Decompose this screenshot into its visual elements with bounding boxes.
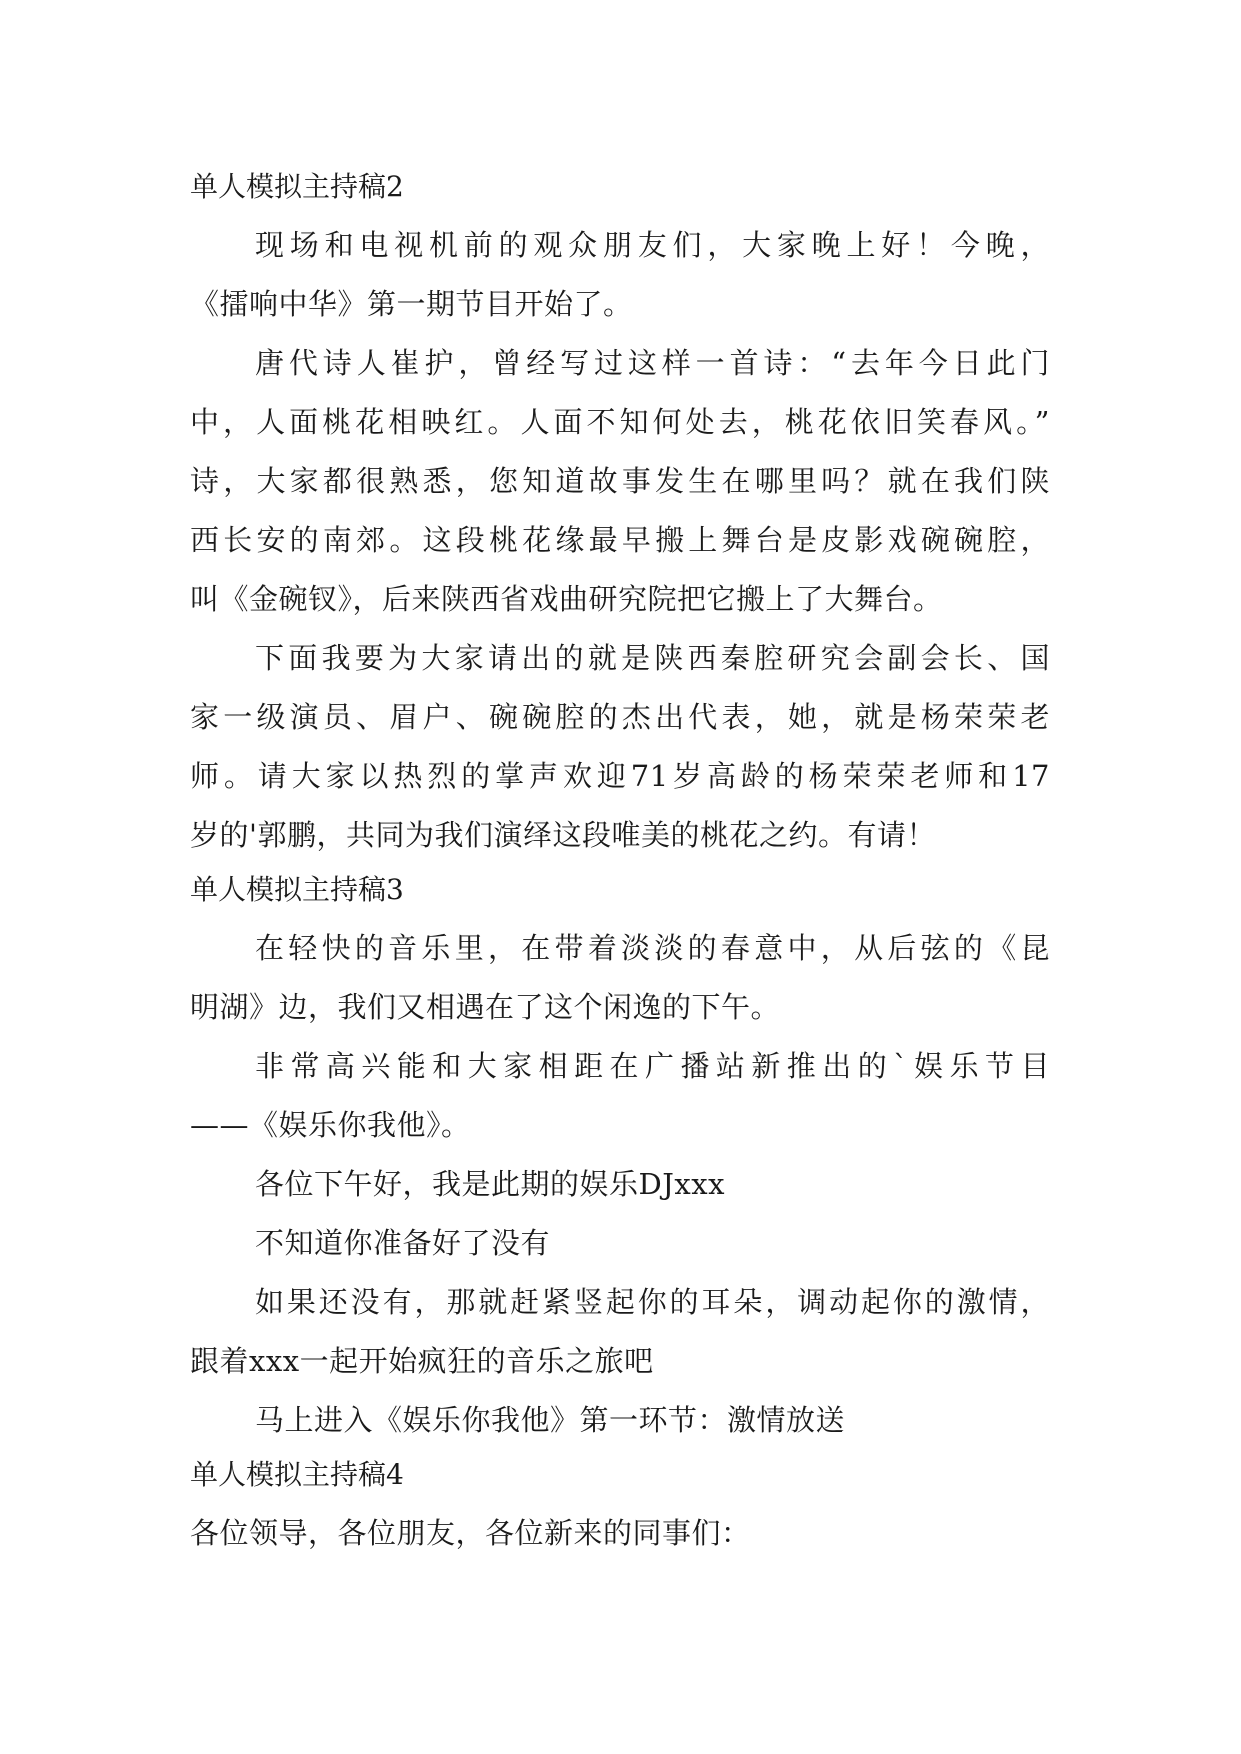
paragraph-line: 非常高兴能和大家相距在广播站新推出的`娱乐节目: [255, 1049, 1050, 1083]
paragraph-line: 下面我要为大家请出的就是陕西秦腔研究会副会长、国: [255, 641, 1050, 675]
section-heading: 单人模拟主持稿2: [190, 170, 404, 203]
section-heading: 单人模拟主持稿4: [190, 1458, 404, 1491]
paragraph-line: 跟着xxx一起开始疯狂的音乐之旅吧: [190, 1344, 654, 1378]
paragraph-line: 西长安的南郊。这段桃花缘最早搬上舞台是皮影戏碗碗腔，: [190, 523, 1050, 557]
paragraph-line: 《擂响中华》第一期节目开始了。: [190, 287, 633, 321]
section-heading: 单人模拟主持稿3: [190, 873, 404, 906]
paragraph-line: 各位下午好，我是此期的娱乐DJxxx: [255, 1167, 725, 1201]
paragraph-line: 师。请大家以热烈的掌声欢迎71岁高龄的杨荣荣老师和17: [190, 759, 1050, 793]
paragraph-line: 家一级演员、眉户、碗碗腔的杰出代表，她，就是杨荣荣老: [190, 700, 1050, 734]
paragraph-line: 现场和电视机前的观众朋友们，大家晚上好！今晚，: [255, 228, 1050, 262]
paragraph-line: 诗，大家都很熟悉，您知道故事发生在哪里吗？就在我们陕: [190, 464, 1050, 498]
paragraph-line: 不知道你准备好了没有: [255, 1226, 551, 1260]
paragraph-line: 中，人面桃花相映红。人面不知何处去，桃花依旧笑春风。”: [190, 405, 1050, 439]
paragraph-line: 如果还没有，那就赶紧竖起你的耳朵，调动起你的激情，: [255, 1285, 1050, 1319]
paragraph-line: 唐代诗人崔护，曾经写过这样一首诗：“去年今日此门: [255, 346, 1050, 380]
paragraph-line: 明湖》边，我们又相遇在了这个闲逸的下午。: [190, 990, 781, 1024]
paragraph-line: 岁的'郭鹏，共同为我们演绎这段唯美的桃花之约。有请！: [190, 818, 936, 852]
paragraph-line: ——《娱乐你我他》。: [190, 1108, 471, 1142]
paragraph-line: 马上进入《娱乐你我他》第一环节：激情放送: [255, 1403, 846, 1437]
paragraph-line: 各位领导，各位朋友，各位新来的同事们：: [190, 1516, 751, 1550]
paragraph-line: 在轻快的音乐里，在带着淡淡的春意中，从后弦的《昆: [255, 931, 1050, 965]
paragraph-line: 叫《金碗钗》，后来陕西省戏曲研究院把它搬上了大舞台。: [190, 582, 943, 616]
